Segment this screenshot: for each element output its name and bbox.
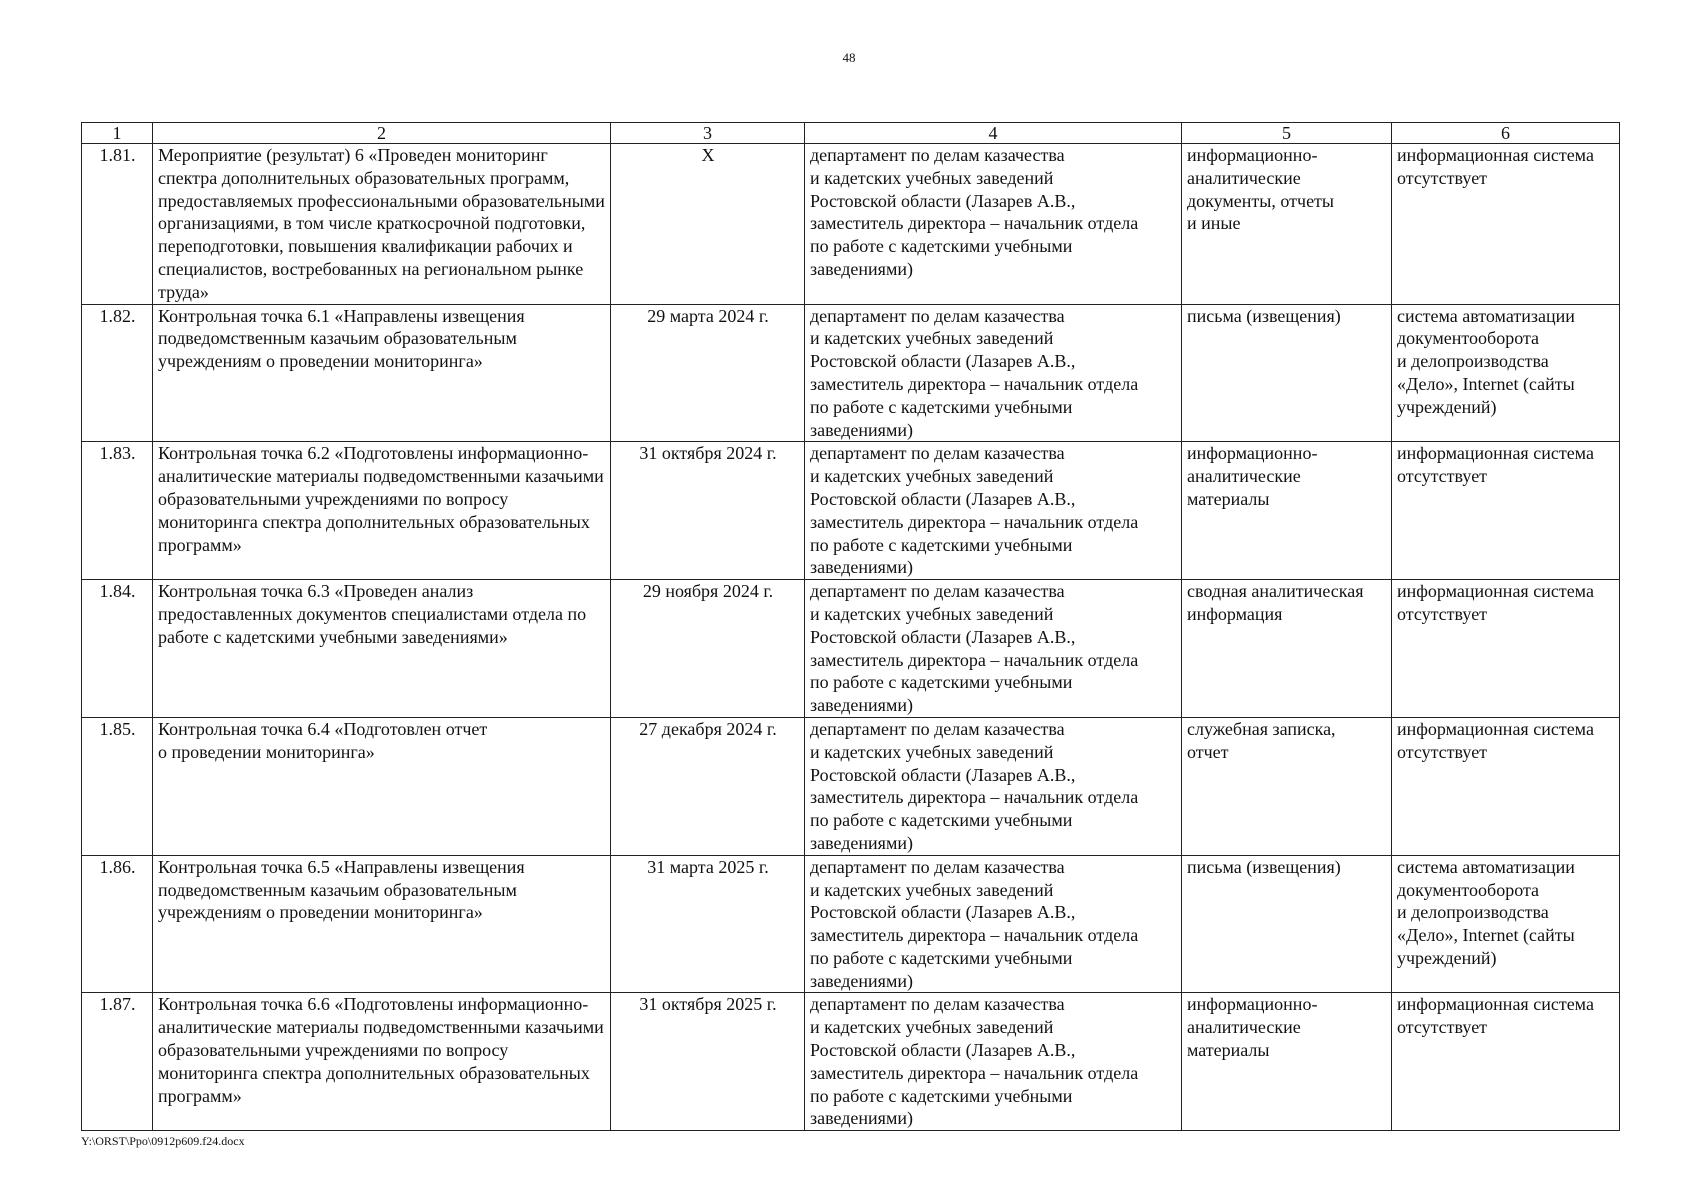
responsible-cell: департамент по делам казачества и кадетских учебных заведений Ростовской области (Лазарев А.В., заместитель директора – начальник отдела по работе с кадетскими учебными заведениями) xyxy=(805,580,1182,718)
deadline-cell: 31 марта 2025 г. xyxy=(611,855,805,993)
column-header: 3 xyxy=(611,123,805,144)
table-row xyxy=(82,580,1620,718)
event-cell: Мероприятие (результат) 6 «Проведен мониторинг спектра дополнительных образовательных программ, предоставляемых профессиональными образовательными организациями, в том числе краткосрочной подготовки, переподготовки, повышения квалификации рабочих и специалистов, востребованных на региональном рынке труда» xyxy=(153,144,611,305)
responsible-cell: департамент по делам казачества и кадетских учебных заведений Ростовской области (Лазарев А.В., заместитель директора – начальник отдела по работе с кадетскими учебными заведениями) xyxy=(805,993,1182,1131)
table-row xyxy=(82,717,1620,855)
document-cell: письма (извещения) xyxy=(1182,855,1392,993)
table-row xyxy=(82,304,1620,442)
deadline-cell: 29 марта 2024 г. xyxy=(611,304,805,442)
responsible-cell: департамент по делам казачества и кадетских учебных заведений Ростовской области (Лазарев А.В., заместитель директора – начальник отдела по работе с кадетскими учебными заведениями) xyxy=(805,144,1182,305)
column-header: 5 xyxy=(1182,123,1392,144)
deadline-cell: 29 ноября 2024 г. xyxy=(611,580,805,718)
row-number: 1.83. xyxy=(82,442,153,580)
deadline-cell: 31 октября 2025 г. xyxy=(611,993,805,1131)
document-cell: письма (извещения) xyxy=(1182,304,1392,442)
table-row xyxy=(82,442,1620,580)
table-row xyxy=(82,144,1620,305)
document-cell: служебная записка, отчет xyxy=(1182,717,1392,855)
system-cell: информационная система отсутствует xyxy=(1392,580,1620,718)
column-header: 2 xyxy=(153,123,611,144)
row-number: 1.84. xyxy=(82,580,153,718)
table-row xyxy=(82,855,1620,993)
deadline-cell: 27 декабря 2024 г. xyxy=(611,717,805,855)
column-header: 4 xyxy=(805,123,1182,144)
row-number: 1.86. xyxy=(82,855,153,993)
system-cell: система автоматизации документооборота и делопроизводства «Дело», Internet (сайты учреждений) xyxy=(1392,304,1620,442)
event-cell: Контрольная точка 6.4 «Подготовлен отчет о проведении мониторинга» xyxy=(153,717,611,855)
event-cell: Контрольная точка 6.3 «Проведен анализ предоставленных документов специалистами отдела по работе с кадетскими учебными заведениями» xyxy=(153,580,611,718)
responsible-cell: департамент по делам казачества и кадетских учебных заведений Ростовской области (Лазарев А.В., заместитель директора – начальник отдела по работе с кадетскими учебными заведениями) xyxy=(805,442,1182,580)
file-path-footer: Y:\ORST\Ppo\0912p609.f24.docx xyxy=(81,1134,245,1148)
responsible-cell: департамент по делам казачества и кадетских учебных заведений Ростовской области (Лазарев А.В., заместитель директора – начальник отдела по работе с кадетскими учебными заведениями) xyxy=(805,855,1182,993)
event-cell: Контрольная точка 6.5 «Направлены извещения подведомственным казачьим образовательным учреждениям о проведении мониторинга» xyxy=(153,855,611,993)
event-cell: Контрольная точка 6.6 «Подготовлены информационно-аналитические материалы подведомственными казачьими образовательными учреждениями по вопросу мониторинга спектра дополнительных образовательных программ» xyxy=(153,993,611,1131)
row-number: 1.82. xyxy=(82,304,153,442)
system-cell: информационная система отсутствует xyxy=(1392,144,1620,305)
system-cell: система автоматизации документооборота и делопроизводства «Дело», Internet (сайты учреждений) xyxy=(1392,855,1620,993)
system-cell: информационная система отсутствует xyxy=(1392,442,1620,580)
event-cell: Контрольная точка 6.1 «Направлены извещения подведомственным казачьим образовательным учреждениям о проведении мониторинга» xyxy=(153,304,611,442)
row-number: 1.85. xyxy=(82,717,153,855)
document-cell: сводная аналитическая информация xyxy=(1182,580,1392,718)
deadline-cell: X xyxy=(611,144,805,305)
responsible-cell: департамент по делам казачества и кадетских учебных заведений Ростовской области (Лазарев А.В., заместитель директора – начальник отдела по работе с кадетскими учебными заведениями) xyxy=(805,717,1182,855)
column-header: 1 xyxy=(82,123,153,144)
plan-table xyxy=(81,122,1620,1131)
page-number: 48 xyxy=(842,50,856,65)
system-cell: информационная система отсутствует xyxy=(1392,993,1620,1131)
event-cell: Контрольная точка 6.2 «Подготовлены информационно-аналитические материалы подведомственными казачьими образовательными учреждениями по вопросу мониторинга спектра дополнительных образовательных программ» xyxy=(153,442,611,580)
header-row xyxy=(82,123,1620,144)
column-header: 6 xyxy=(1392,123,1620,144)
system-cell: информационная система отсутствует xyxy=(1392,717,1620,855)
deadline-cell: 31 октября 2024 г. xyxy=(611,442,805,580)
row-number: 1.81. xyxy=(82,144,153,305)
responsible-cell: департамент по делам казачества и кадетских учебных заведений Ростовской области (Лазарев А.В., заместитель директора – начальник отдела по работе с кадетскими учебными заведениями) xyxy=(805,304,1182,442)
document-cell: информационно- аналитические документы, отчеты и иные xyxy=(1182,144,1392,305)
row-number: 1.87. xyxy=(82,993,153,1131)
document-cell: информационно- аналитические материалы xyxy=(1182,993,1392,1131)
table-row xyxy=(82,993,1620,1131)
document-cell: информационно- аналитические материалы xyxy=(1182,442,1392,580)
